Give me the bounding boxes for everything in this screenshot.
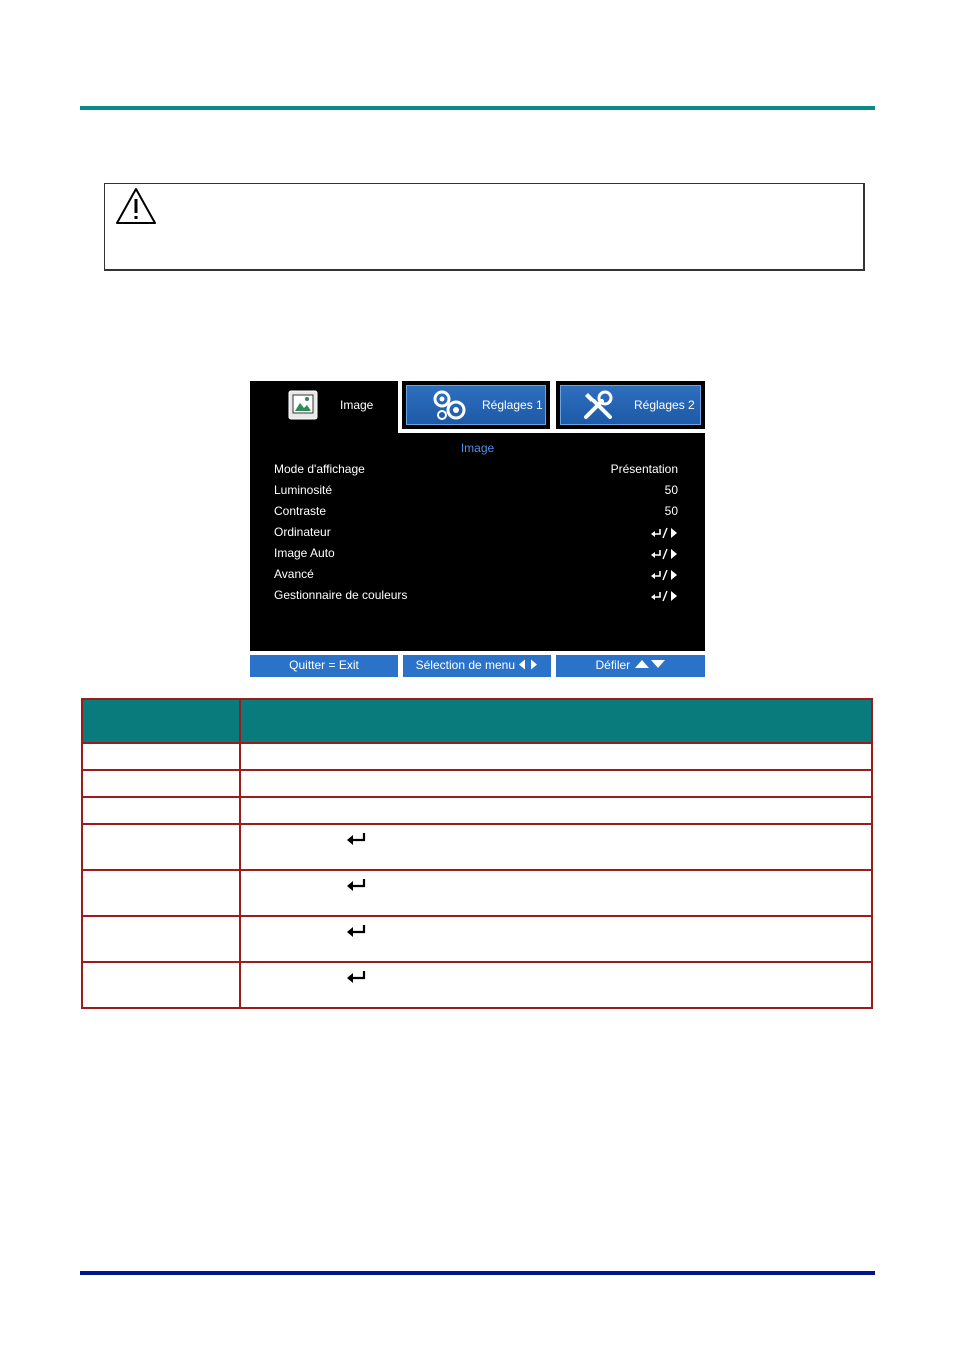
warning-icon	[114, 186, 158, 226]
osd-row-label: Avancé	[274, 567, 314, 581]
table-cell	[240, 770, 872, 797]
osd-row-value: 50	[664, 504, 678, 518]
footer-select-label: Sélection de menu	[415, 658, 516, 672]
footer-rule	[80, 1271, 875, 1275]
table-cell	[240, 797, 872, 824]
table-cell	[240, 870, 872, 916]
enter-key-icon	[345, 878, 367, 892]
enter-icon	[650, 548, 678, 560]
osd-row-label: Image Auto	[274, 546, 335, 560]
table-cell	[82, 824, 240, 870]
osd-row-value: 50	[664, 483, 678, 497]
table-header-cell	[82, 699, 240, 743]
osd-row-contrast[interactable]	[274, 504, 678, 524]
table-row	[82, 743, 872, 770]
enter-icon	[650, 590, 678, 602]
tab-settings-1-label: Réglages 1	[482, 398, 543, 412]
up-down-arrows-icon	[634, 659, 666, 669]
tab-image[interactable]	[250, 381, 398, 433]
osd-row-label: Gestionnaire de couleurs	[274, 588, 408, 602]
header-rule	[80, 106, 875, 110]
tab-image-label: Image	[340, 398, 374, 412]
enter-key-icon	[345, 970, 367, 984]
osd-row-label: Luminosité	[274, 483, 333, 497]
table-cell	[82, 770, 240, 797]
table-cell	[240, 743, 872, 770]
enter-key-icon	[345, 832, 367, 846]
table-cell	[82, 916, 240, 962]
table-cell	[82, 870, 240, 916]
table-row	[82, 916, 872, 962]
osd-panel	[250, 433, 705, 651]
tab-settings-2-label: Réglages 2	[634, 398, 695, 412]
settings-table	[81, 698, 873, 1009]
footer-select	[403, 655, 551, 677]
osd-row-label: Mode d'affichage	[274, 462, 365, 476]
osd-row-label: Ordinateur	[274, 525, 331, 539]
footer-scroll-label: Défiler	[595, 658, 631, 672]
table-cell	[82, 797, 240, 824]
enter-icon	[650, 527, 678, 539]
image-icon	[288, 390, 318, 420]
osd-row-value: Présentation	[610, 462, 678, 476]
warning-box	[104, 183, 865, 271]
table-header-row	[82, 699, 872, 743]
table-row	[82, 870, 872, 916]
osd-row-advanced[interactable]	[274, 567, 678, 587]
table-cell	[240, 962, 872, 1008]
osd-row-color-manager[interactable]	[274, 588, 678, 608]
table-header-cell	[240, 699, 872, 743]
table-row	[82, 770, 872, 797]
footer-quit-label: Quitter = Exit	[289, 658, 359, 672]
footer-quit	[250, 655, 398, 677]
table-cell	[82, 962, 240, 1008]
tools-icon	[580, 387, 616, 423]
table-row	[82, 797, 872, 824]
tab-settings-1[interactable]	[402, 381, 550, 429]
table-cell	[82, 743, 240, 770]
osd-title: Image	[460, 441, 495, 455]
table-row	[82, 962, 872, 1008]
left-right-arrows-icon	[518, 659, 538, 670]
table-row	[82, 824, 872, 870]
tab-settings-2[interactable]	[556, 381, 705, 429]
osd-row-brightness[interactable]	[274, 483, 678, 503]
osd-menu	[250, 381, 705, 677]
table-cell	[240, 916, 872, 962]
footer-scroll	[556, 655, 705, 677]
gears-icon	[430, 388, 470, 422]
osd-row-computer[interactable]	[274, 525, 678, 545]
osd-row-auto-image[interactable]	[274, 546, 678, 566]
enter-icon	[650, 569, 678, 581]
table-cell	[240, 824, 872, 870]
osd-row-display-mode[interactable]	[274, 462, 678, 482]
osd-row-label: Contraste	[274, 504, 327, 518]
enter-key-icon	[345, 924, 367, 938]
